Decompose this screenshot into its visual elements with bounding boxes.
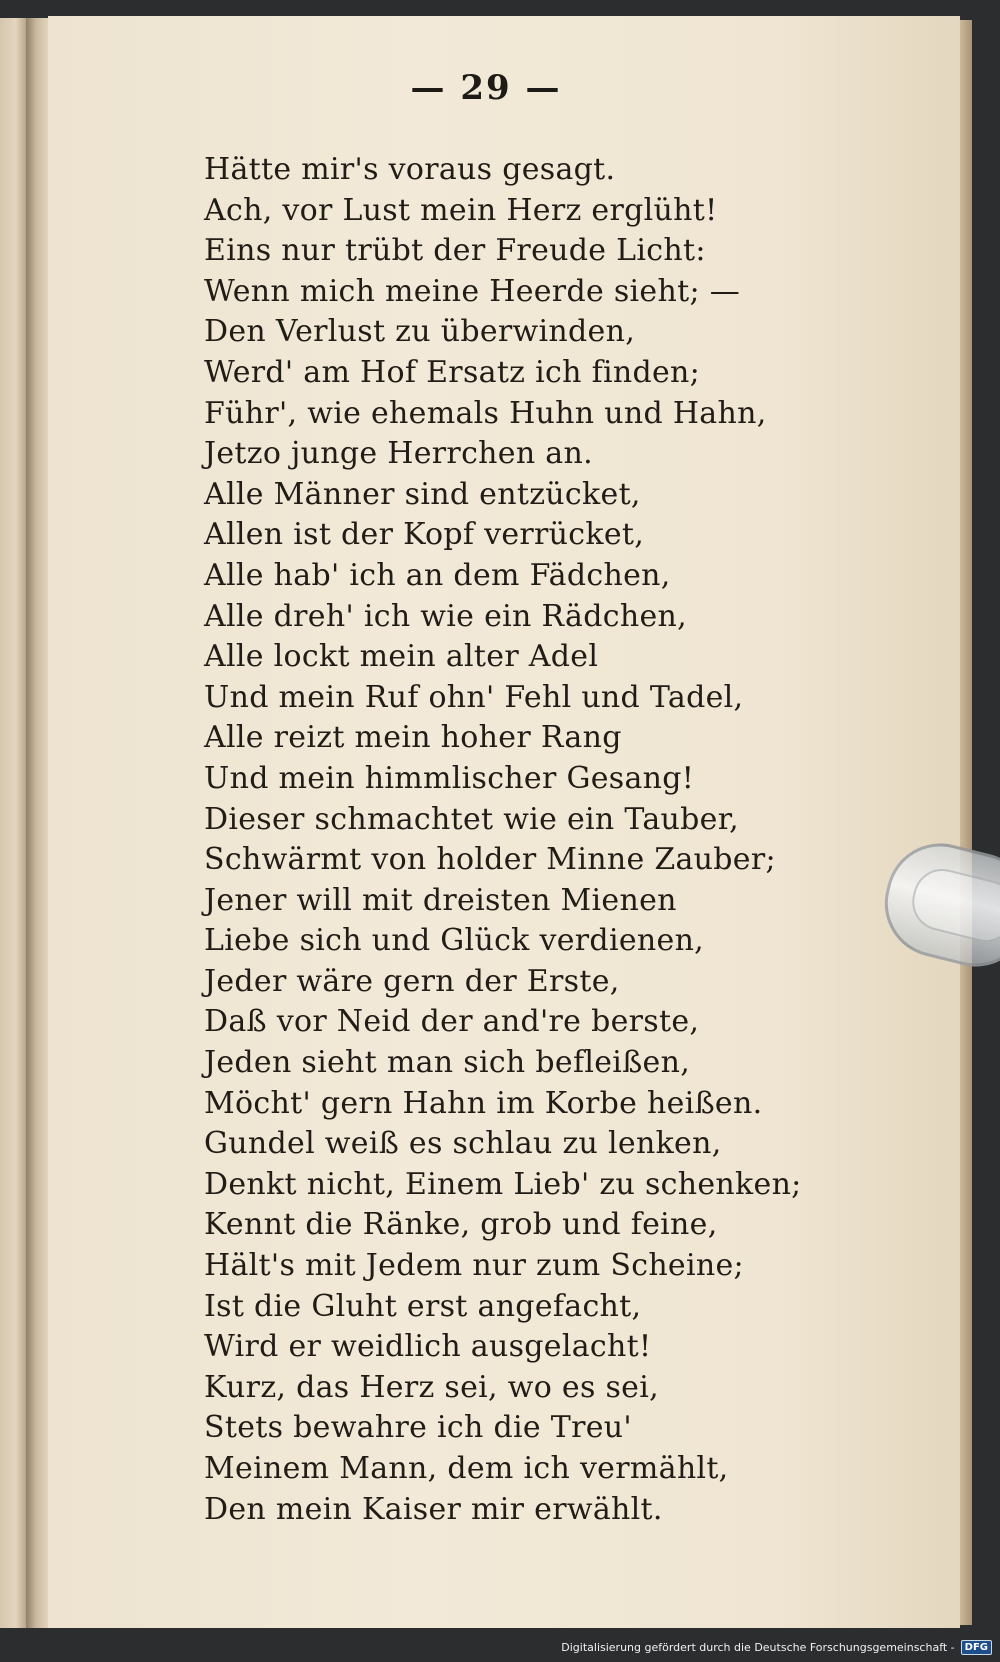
poem-line: Jetzo junge Herrchen an. bbox=[204, 436, 593, 472]
page-edge bbox=[960, 20, 972, 1625]
poem-line: Den mein Kaiser mir erwählt. bbox=[204, 1491, 663, 1527]
poem-line: Ist die Gluht erst angefacht, bbox=[204, 1288, 642, 1324]
poem-line: Denkt nicht, Einem Lieb' zu schenken; bbox=[204, 1166, 802, 1202]
poem-line: Kurz, das Herz sei, wo es sei, bbox=[204, 1369, 659, 1405]
poem-line: Daß vor Neid der and're berste, bbox=[204, 1004, 700, 1040]
poem-line: Werd' am Hof Ersatz ich finden; bbox=[204, 354, 701, 390]
poem-line: Eins nur trübt der Freude Licht: bbox=[204, 233, 706, 269]
poem-line: Den Verlust zu überwinden, bbox=[204, 314, 636, 350]
poem-line: Führ', wie ehemals Huhn und Hahn, bbox=[204, 395, 767, 431]
poem-line: Wird er weidlich ausgelacht! bbox=[204, 1329, 652, 1365]
book-gutter bbox=[26, 18, 48, 1628]
poem-line: Alle Männer sind entzücket, bbox=[204, 476, 641, 512]
poem-line: Hätte mir's voraus gesagt. bbox=[204, 152, 616, 187]
poem-line: Ach, vor Lust mein Herz erglüht! bbox=[204, 192, 718, 228]
poem-line: Alle dreh' ich wie ein Rädchen, bbox=[204, 598, 687, 634]
digitization-credit bbox=[561, 1636, 992, 1658]
poem-line: Gundel weiß es schlau zu lenken, bbox=[204, 1126, 722, 1162]
poem-line: Dieser schmachtet wie ein Tauber, bbox=[204, 801, 739, 837]
poem-line: Meinem Mann, dem ich vermählt, bbox=[204, 1451, 729, 1486]
poem-line: Liebe sich und Glück verdienen, bbox=[204, 923, 705, 959]
credit-text: Digitalisierung gefördert durch die Deutsche Forschungsgemeinschaft - bbox=[561, 1640, 955, 1654]
poem-line: Jener will mit dreisten Mienen bbox=[204, 882, 677, 918]
poem-line: Jeder wäre gern der Erste, bbox=[204, 963, 620, 999]
poem-line: Alle hab' ich an dem Fädchen, bbox=[204, 557, 671, 593]
poem-line: Hält's mit Jedem nur zum Scheine; bbox=[204, 1248, 744, 1284]
left-page-edge bbox=[0, 18, 26, 1628]
poem-line: Kennt die Ränke, grob und feine, bbox=[204, 1207, 718, 1243]
poem-line: Und mein Ruf ohn' Fehl und Tadel, bbox=[204, 679, 744, 715]
poem-text bbox=[204, 150, 904, 1530]
poem-line: Möcht' gern Hahn im Korbe heißen. bbox=[204, 1085, 763, 1121]
dfg-logo: DFG bbox=[961, 1640, 992, 1655]
poem-line: Alle reizt mein hoher Rang bbox=[204, 720, 622, 756]
page-clip-inner bbox=[906, 863, 1000, 948]
poem-line: Schwärmt von holder Minne Zauber; bbox=[204, 842, 776, 878]
page-number: — 29 — bbox=[410, 68, 562, 108]
poem-line: Stets bewahre ich die Treu' bbox=[204, 1410, 632, 1446]
poem-line: Alle lockt mein alter Adel bbox=[204, 639, 599, 675]
poem-line: Und mein himmlischer Gesang! bbox=[204, 760, 695, 796]
poem-line: Wenn mich meine Heerde sieht; — bbox=[204, 273, 740, 309]
poem-line: Allen ist der Kopf verrücket, bbox=[204, 517, 645, 553]
poem-line: Jeden sieht man sich befleißen, bbox=[204, 1045, 691, 1081]
